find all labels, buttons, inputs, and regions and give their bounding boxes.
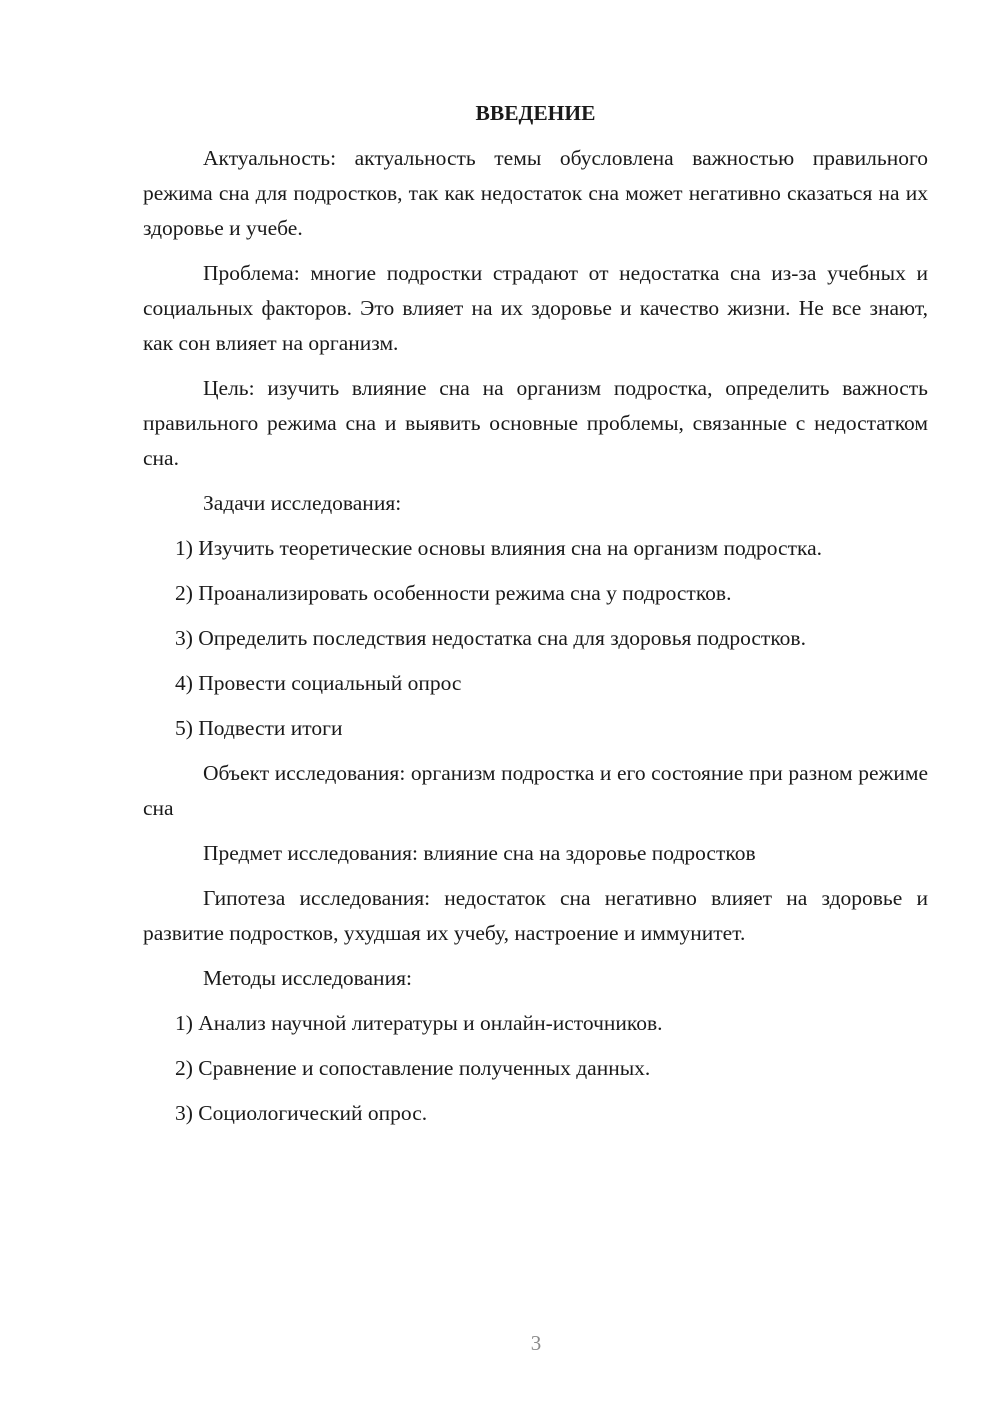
section-title: ВВЕДЕНИЕ <box>475 101 596 125</box>
relevance-paragraph: Актуальность: актуальность темы обусловлена важностью правильного режима сна для подростков, так как недостаток сна может негативно сказаться на их здоровье и учебе. <box>143 146 928 240</box>
method-item: 3) Социологический опрос. <box>175 1101 428 1125</box>
methods-list <box>143 1006 928 1131</box>
page-number: 3 <box>530 1331 542 1355</box>
method-item: 1) Анализ научной литературы и онлайн-источников. <box>175 1011 663 1035</box>
task-item: 5) Подвести итоги <box>175 716 343 740</box>
goal-paragraph: Цель: изучить влияние сна на организм подростка, определить важность правильного режима сна и выявить основные проблемы, связанные с недостатком сна. <box>143 376 928 470</box>
task-item: 1) Изучить теоретические основы влияния сна на организм подростка. <box>175 536 823 560</box>
tasks-list <box>143 531 928 746</box>
task-item: 3) Определить последствия недостатка сна для здоровья подростков. <box>175 626 806 650</box>
object-paragraph: Объект исследования: организм подростка и его состояние при разном режиме сна <box>143 761 928 820</box>
task-item: 2) Проанализировать особенности режима сна у подростков. <box>175 581 732 605</box>
tasks-heading: Задачи исследования: <box>203 491 402 515</box>
problem-paragraph: Проблема: многие подростки страдают от недостатка сна из-за учебных и социальных факторов. Это влияет на их здоровье и качество жизни. Не все знают, как сон влияет на организм. <box>143 261 928 355</box>
method-item: 2) Сравнение и сопоставление полученных данных. <box>175 1056 651 1080</box>
hypothesis-paragraph: Гипотеза исследования: недостаток сна негативно влияет на здоровье и развитие подростков, ухудшая их учебу, настроение и иммунитет. <box>143 886 928 945</box>
subject-paragraph: Предмет исследования: влияние сна на здоровье подростков <box>203 841 756 865</box>
methods-heading: Методы исследования: <box>203 966 412 990</box>
task-item: 4) Провести социальный опрос <box>175 671 462 695</box>
page-content <box>143 96 928 1141</box>
